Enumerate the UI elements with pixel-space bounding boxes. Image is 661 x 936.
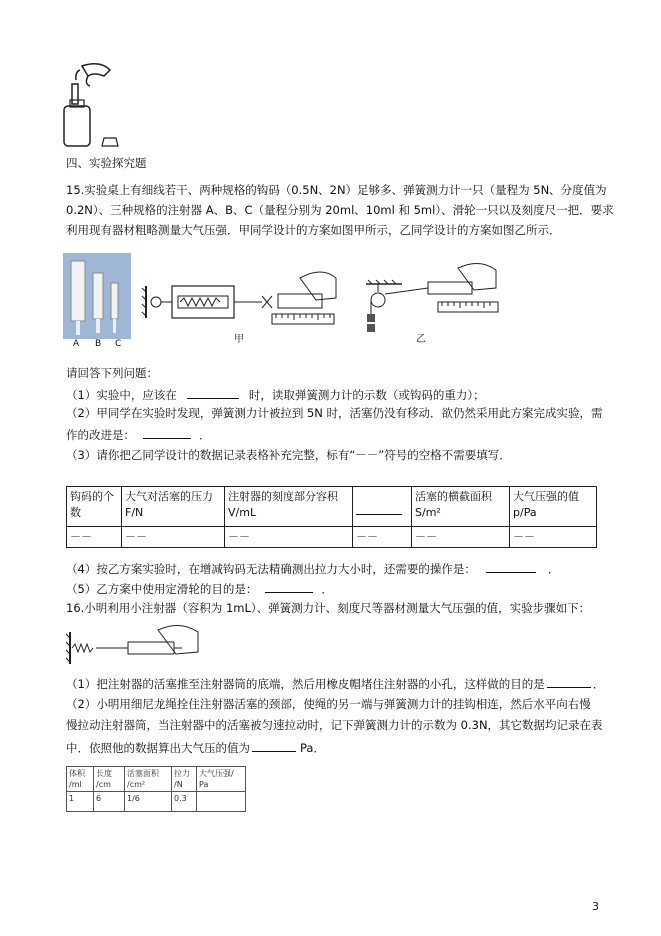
label-jia: 甲 bbox=[234, 334, 244, 345]
q16-intro: 16.小明利用小注射器（容积为 1mL）、弹簧测力计、刻度尺等器材测量大气压强的值，实验步骤如下： bbox=[66, 601, 591, 615]
q15-sub1-text-a: （1）实验中，应该在 bbox=[66, 388, 177, 402]
q16-table-header-line1: 活塞面积 bbox=[127, 769, 159, 778]
label-yi: 乙 bbox=[416, 334, 426, 345]
q15-sub2-blank[interactable] bbox=[143, 426, 191, 439]
q16-table-header-line2: /N bbox=[174, 780, 183, 789]
q16-sub2-text: 中．依照他的数据算出大气压的值为 bbox=[66, 741, 250, 755]
page-number: 3 bbox=[592, 900, 599, 913]
q16-table-cell: 6 bbox=[94, 792, 125, 812]
syringe-label-c: C bbox=[115, 339, 122, 349]
section-title: 四、实验探究题 bbox=[66, 156, 147, 170]
q15-table-cell: －－ bbox=[412, 527, 510, 548]
figure-yi bbox=[358, 258, 508, 348]
q15-table-cell: －－ bbox=[353, 527, 412, 548]
q15-sub1 bbox=[66, 386, 485, 403]
q15-sub2-text: 作的改进是： bbox=[66, 428, 135, 442]
q15-sub2-line1: （2）甲同学在实验时发现，弹簧测力计被拉到 5N 时，活塞仍没有移动．欲仍然采用此方案完成实验，需 bbox=[66, 406, 603, 420]
q16-table-header-row bbox=[67, 767, 246, 792]
q16-table-cell bbox=[197, 792, 246, 812]
q16-sub2-line1: （2）小明用细尼龙绳拴住注射器活塞的颈部，使绳的另一端与弹簧测力计的挂钩相连，然后水平向右慢 bbox=[66, 697, 591, 711]
q16-table-header bbox=[172, 767, 197, 792]
q15-line-2: 0.2N）、三种规格的注射器 A、B、C（量程分别为 20ml、10ml 和 5ml）、滑轮一只以及刻度尺一把．要求 bbox=[66, 203, 614, 217]
q15-sub4-end: ． bbox=[547, 562, 560, 576]
q15-table-header-blank-cell[interactable] bbox=[353, 487, 412, 527]
q16-sub1-end: ． bbox=[592, 677, 605, 691]
q16-table-header-line1: 拉力 bbox=[174, 769, 190, 778]
syringes-image bbox=[63, 253, 131, 343]
q16-table-row bbox=[67, 792, 246, 812]
q16-table-cell: 1/6 bbox=[125, 792, 172, 812]
q16-table-header bbox=[197, 767, 246, 792]
q15-line-1: 15.实验桌上有细线若干、两种规格的钩码（0.5N、2N）足够多、弹簧测力计一只（量程为 5N、分度值为 bbox=[66, 183, 607, 197]
q15-sub5 bbox=[66, 580, 333, 597]
q15-prompt: 请回答下列问题： bbox=[66, 366, 158, 380]
q15-table-cell: －－ bbox=[122, 527, 225, 548]
q16-sub2-unit: Pa． bbox=[300, 741, 325, 755]
syringe-label-a: A bbox=[73, 339, 80, 349]
dropper-bottle-figure bbox=[60, 62, 130, 150]
q15-table-cell: －－ bbox=[67, 527, 122, 548]
q16-sub1 bbox=[66, 675, 604, 692]
q15-sub5-end: ． bbox=[321, 582, 333, 596]
q15-sub4-text: （4）按乙方案实验时，在增减钩码无法精确测出拉力大小时，还需要的操作是： bbox=[66, 562, 476, 576]
q15-data-table bbox=[66, 486, 597, 548]
q16-data-table bbox=[66, 766, 246, 812]
q15-table-header: 注射器的刻度部分容积V/mL bbox=[225, 487, 353, 527]
figure-jia bbox=[140, 258, 345, 348]
q15-sub3: （3）请你把乙同学设计的数据记录表格补充完整，标有“－－”符号的空格不需要填写． bbox=[66, 448, 511, 462]
q16-table-header-line1: 体积 bbox=[69, 769, 85, 778]
q15-sub1-text-b: 时，读取弹簧测力计的示数（或钩码的重力）； bbox=[248, 388, 485, 402]
q16-sub1-blank[interactable] bbox=[547, 675, 591, 688]
q15-table-header: 钩码的个数 bbox=[67, 487, 122, 527]
q15-table-header-row bbox=[67, 487, 597, 527]
q16-syringe-figure bbox=[66, 620, 206, 668]
q16-table-header bbox=[67, 767, 94, 792]
q16-table-cell: 1 bbox=[67, 792, 94, 812]
q15-sub2-line2 bbox=[66, 426, 211, 443]
q16-table-header-line2: Pa bbox=[199, 780, 209, 789]
q15-table-header-blank[interactable] bbox=[356, 513, 402, 515]
q16-table-header-line1: 长度 bbox=[96, 769, 112, 778]
q16-table-cell: 0.3 bbox=[172, 792, 197, 812]
q16-sub1-text: （1）把注射器的活塞推至注射器筒的底端，然后用橡皮帽堵住注射器的小孔，这样做的目的是 bbox=[66, 677, 545, 691]
q15-table-header: 大气对活塞的压力F/N bbox=[122, 487, 225, 527]
q15-line-3: 利用现有器材粗略测量大气压强．甲同学设计的方案如图甲所示，乙同学设计的方案如图乙所示． bbox=[66, 223, 561, 237]
q15-sub4-blank[interactable] bbox=[486, 560, 536, 573]
q16-table-header-line2: /ml bbox=[69, 780, 82, 789]
q16-sub2-line2: 慢拉动注射器筒，当注射器中的活塞被匀速拉动时，记下弹簧测力计的示数为 0.3N，其它数据均记录在表 bbox=[66, 718, 603, 732]
q16-table-header-line1: 大气压强/ bbox=[199, 769, 234, 778]
q15-table-row bbox=[67, 527, 597, 548]
q15-table-cell: －－ bbox=[225, 527, 353, 548]
q15-table-header: 大气压强的值p/Pa bbox=[510, 487, 597, 527]
q15-table-cell: －－ bbox=[510, 527, 597, 548]
q15-sub5-text: （5）乙方案中使用定滑轮的目的是： bbox=[66, 582, 258, 596]
q15-sub2-end: ． bbox=[199, 428, 211, 442]
syringes-photo bbox=[63, 253, 131, 353]
q15-table-header: 活塞的横截面积S/m² bbox=[412, 487, 510, 527]
q15-sub5-blank[interactable] bbox=[265, 580, 313, 593]
q16-sub2-line3 bbox=[66, 739, 325, 756]
q16-table-header bbox=[94, 767, 125, 792]
q16-table-header-line2: /cm bbox=[96, 780, 111, 789]
q15-sub1-blank[interactable] bbox=[187, 386, 239, 399]
q16-table-header bbox=[125, 767, 172, 792]
q15-sub4 bbox=[66, 560, 559, 577]
q16-table-header-line2: /cm² bbox=[127, 780, 146, 789]
q16-sub2-blank[interactable] bbox=[252, 739, 296, 752]
syringe-label-b: B bbox=[95, 339, 102, 349]
